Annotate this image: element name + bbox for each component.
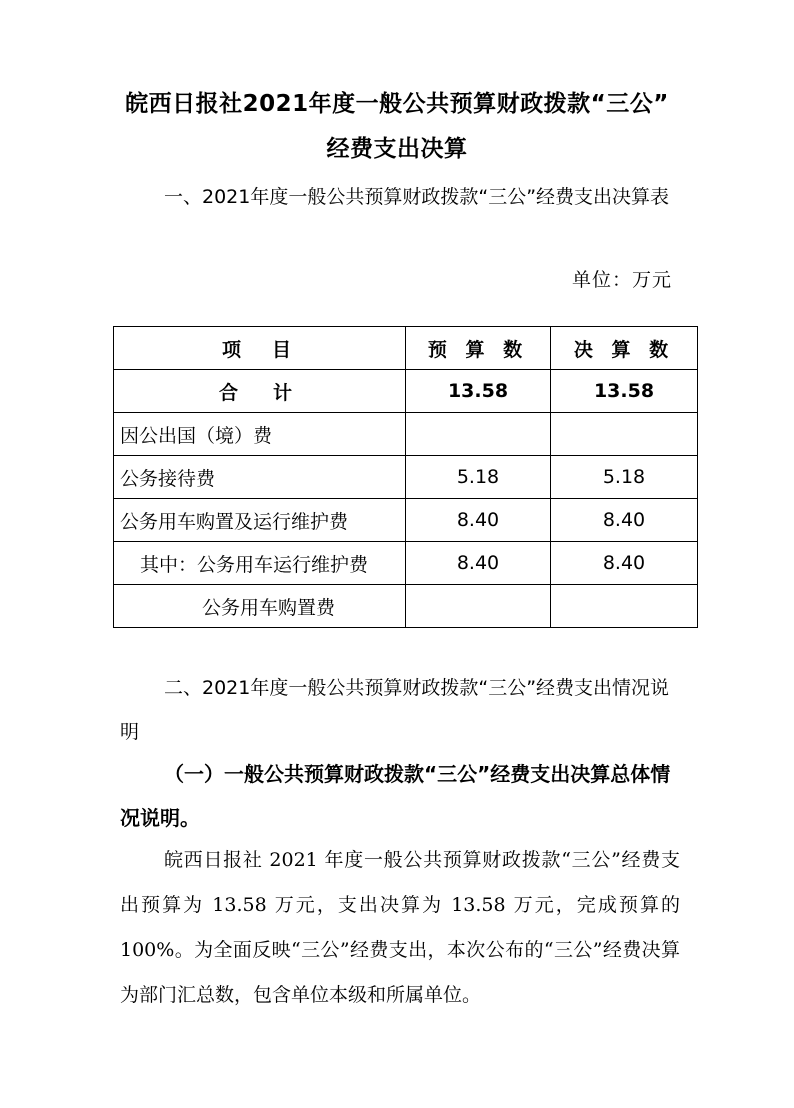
row-item: 因公出国（境）费 (114, 413, 406, 456)
table-row-total (114, 370, 698, 413)
row-budget: 13.58 (406, 370, 551, 413)
row-item: 其中：公务用车运行维护费 (114, 542, 406, 585)
row-budget (406, 585, 551, 628)
row-final: 8.40 (551, 542, 698, 585)
table-row (114, 542, 698, 585)
row-item: 合 计 (114, 370, 406, 413)
document-title-line2: 经费支出决算 (326, 136, 468, 162)
table-row (114, 585, 698, 628)
row-final: 5.18 (551, 456, 698, 499)
row-item: 公务接待费 (114, 456, 406, 499)
header-final: 决 算 数 (551, 327, 698, 370)
document-title-line1: 皖西日报社2021年度一般公共预算财政拨款“三公” (125, 91, 669, 117)
row-item: 公务用车购置费 (114, 585, 406, 628)
row-final: 8.40 (551, 499, 698, 542)
section2-subheading: （一）一般公共预算财政拨款“三公”经费支出决算总体情况说明。 (120, 762, 671, 830)
budget-table (113, 326, 698, 628)
row-budget: 8.40 (406, 499, 551, 542)
table-row (114, 456, 698, 499)
table-row (114, 413, 698, 456)
section2-heading: 二、2021年度一般公共预算财政拨款“三公”经费支出情况说明 (120, 677, 670, 743)
table-row (114, 499, 698, 542)
row-budget: 8.40 (406, 542, 551, 585)
row-final (551, 413, 698, 456)
row-budget (406, 413, 551, 456)
table-header-row (114, 327, 698, 370)
row-final: 13.58 (551, 370, 698, 413)
header-budget: 预 算 数 (406, 327, 551, 370)
row-budget: 5.18 (406, 456, 551, 499)
section2-body: 皖西日报社 2021 年度一般公共预算财政拨款“三公”经费支出预算为 13.58 万元，支出决算为 13.58 万元，完成预算的 100%。为全面反映“三公”经费支出，本次公布的“三公”经费决算为部门汇总数，包含单位本级和所属单位。 (120, 849, 680, 1006)
header-item: 项 目 (114, 327, 406, 370)
row-item: 公务用车购置及运行维护费 (114, 499, 406, 542)
row-final (551, 585, 698, 628)
unit-label: 单位：万元 (571, 269, 672, 291)
section1-heading: 一、2021年度一般公共预算财政拨款“三公”经费支出决算表 (164, 186, 670, 208)
